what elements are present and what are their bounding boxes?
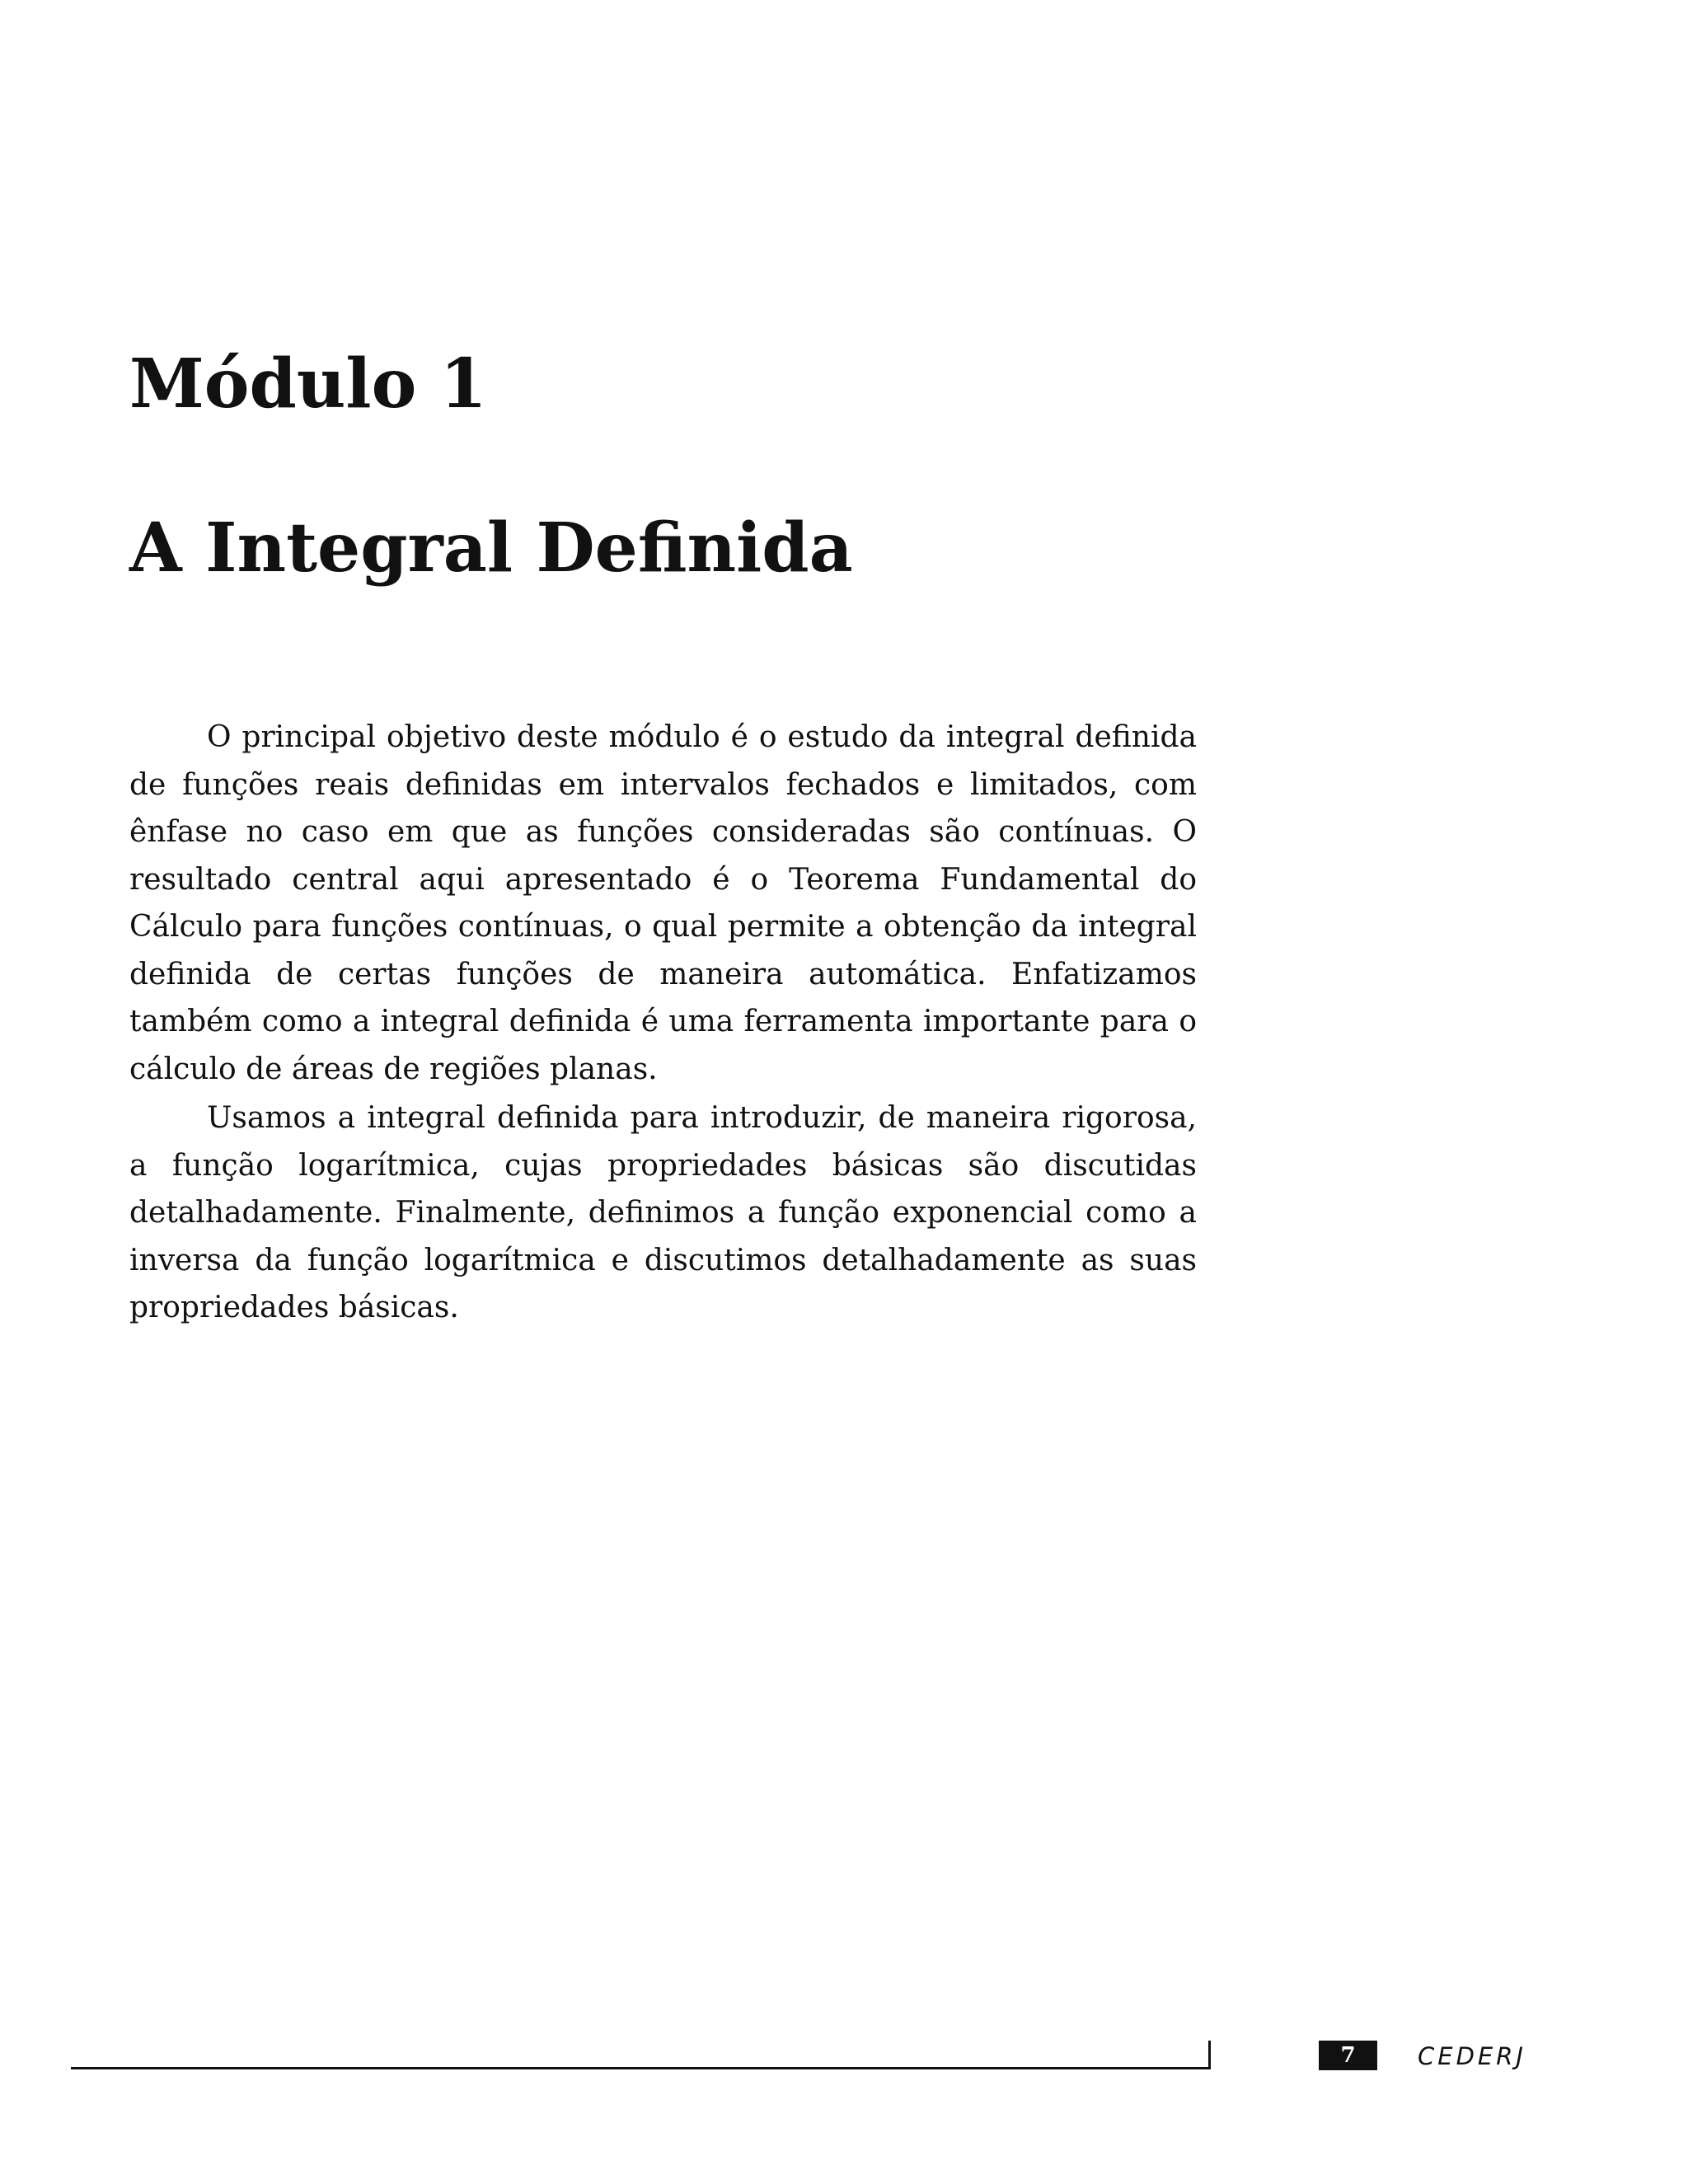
page-number-badge xyxy=(1319,2041,1377,2070)
footer-brand: CEDERJ xyxy=(1418,2042,1526,2070)
module-heading: Módulo 1 xyxy=(129,344,487,424)
footer-rule-end-tick xyxy=(1208,2041,1211,2069)
footer-rule xyxy=(71,2067,1210,2069)
page-number: 7 xyxy=(1340,2043,1356,2068)
body-paragraph: Usamos a integral definida para introduzir, de maneira rigorosa, a função logarítmica, cujas propriedades básicas são discutidas detalhadamente. Finalmente, definimos a função exponencial como a inversa da função logarítmica e discutimos detalhadamente as suas propriedades básicas. xyxy=(129,1101,1197,1324)
module-title: A Integral Definida xyxy=(129,509,853,588)
body-paragraph: O principal objetivo deste módulo é o estudo da integral definida de funções reais definidas em intervalos fechados e limitados, com ênfase no caso em que as funções consideradas são contínuas. O resultado central aqui apresentado é o Teorema Fundamental do Cálculo para funções contínuas, o qual permite a obtenção da integral definida de certas funções de maneira automática. Enfatizamos também como a integral definida é uma ferramenta importante para o cálculo de áreas de regiões planas. xyxy=(129,720,1197,1086)
